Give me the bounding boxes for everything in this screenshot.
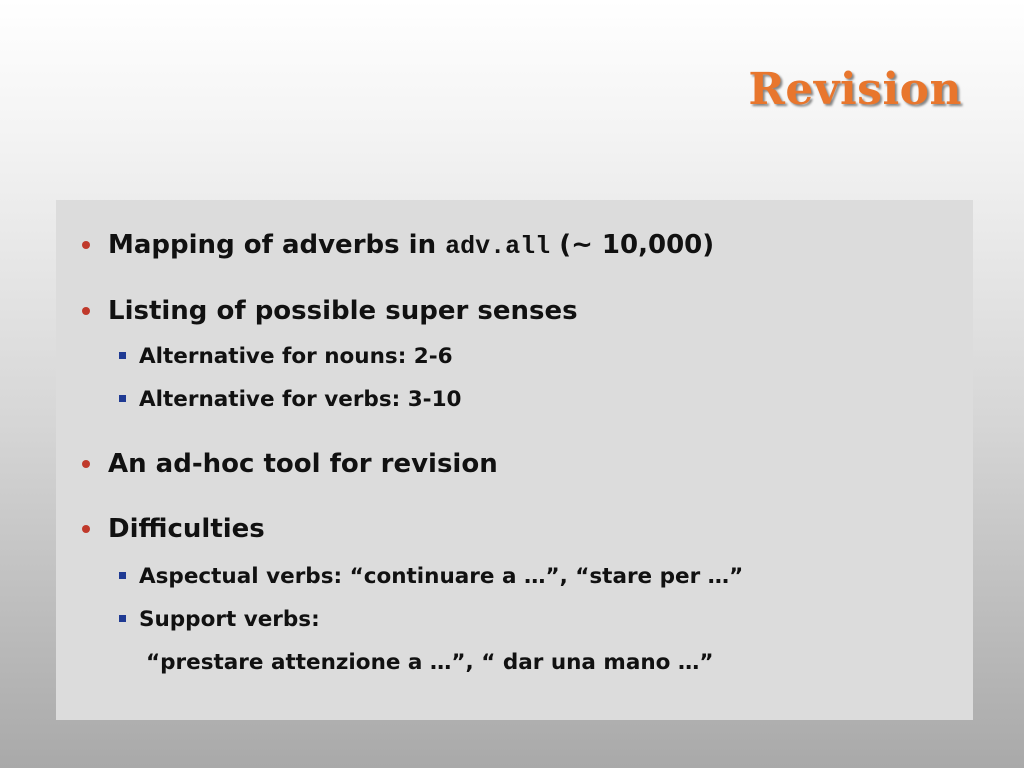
bullet-square-icon bbox=[119, 615, 126, 622]
sub-item-verbs bbox=[139, 389, 462, 411]
slide-title: Revision bbox=[748, 64, 962, 115]
item-text-before: Mapping of adverbs in bbox=[108, 230, 446, 260]
item-text-after: (~ 10,000) bbox=[550, 230, 715, 260]
bullet-dot-icon bbox=[82, 307, 90, 315]
sub-item-aspectual-verbs bbox=[139, 566, 743, 588]
sub-item-nouns bbox=[139, 346, 453, 368]
bullet-item-super-senses bbox=[108, 298, 578, 324]
bullet-item-adhoc-tool bbox=[108, 451, 498, 477]
item-text: Listing of possible super senses bbox=[108, 296, 578, 326]
bullet-square-icon bbox=[119, 395, 126, 402]
item-text: “prestare attenzione a …”, “ dar una mano …” bbox=[146, 650, 714, 675]
item-text: Difficulties bbox=[108, 514, 265, 544]
sub-item-support-verbs bbox=[139, 609, 320, 631]
item-text: Alternative for verbs: 3-10 bbox=[139, 387, 462, 412]
item-text: Support verbs: bbox=[139, 607, 320, 632]
code-filename: adv.all bbox=[445, 232, 551, 261]
bullet-square-icon bbox=[119, 352, 126, 359]
support-verbs-examples bbox=[146, 652, 714, 674]
item-text: An ad-hoc tool for revision bbox=[108, 449, 498, 479]
bullet-item-difficulties bbox=[108, 516, 265, 542]
item-text: Aspectual verbs: “continuare a …”, “stare per …” bbox=[139, 564, 744, 589]
bullet-dot-icon bbox=[82, 241, 90, 249]
bullet-square-icon bbox=[119, 572, 126, 579]
bullet-dot-icon bbox=[82, 460, 90, 468]
item-text: Alternative for nouns: 2-6 bbox=[139, 344, 453, 369]
content-box bbox=[56, 200, 973, 720]
bullet-item-adverb-mapping bbox=[108, 232, 714, 259]
bullet-dot-icon bbox=[82, 525, 90, 533]
